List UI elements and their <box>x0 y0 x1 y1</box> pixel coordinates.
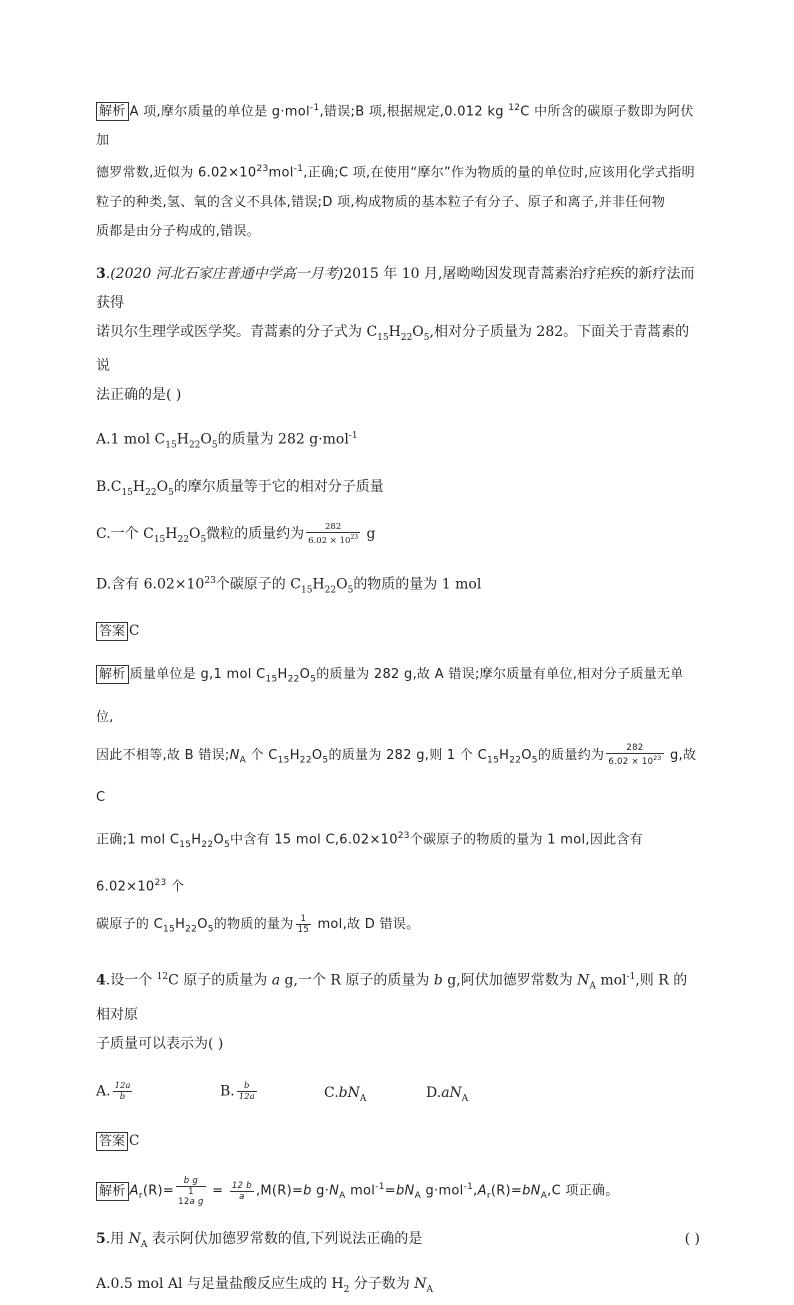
option-3d[interactable]: D.含有 $6.02\times 10^{23}$个碳原子的 $C_{15}H_{22}O_5$的物质的量为 1 mol <box>96 575 482 595</box>
fraction: b g 1 12a g <box>178 1175 204 1207</box>
question-number: 3 <box>96 265 106 282</box>
explanation-q4: 解析 $A_r(R)=$ b g 1 12a g = $\frac{12 b}{a}$ ,M(R)=b $g\cdot N_A$ $mol^{-1}=bN_A$ $g\cdot mol^{-1},A_r(R)=bN_A,C$ 项正确。 <box>96 1170 700 1213</box>
answer-tag: 答案 <box>96 622 128 641</box>
option-3a[interactable]: A.1 mol $C_{15}H_{22}O_5$的质量为 282 g·mol$^{-1}$ <box>96 431 358 451</box>
fraction: $\frac{1}{15}$ <box>297 914 310 936</box>
option-4b[interactable]: B. $\frac{b}{12a}$ <box>220 1081 255 1103</box>
option-4c[interactable]: $C.bN_A$ <box>324 1085 367 1105</box>
fraction: $\frac{282}{6.02 \times 10^{23}}$ <box>308 521 359 546</box>
answer-value: C <box>129 622 140 639</box>
question-4: 4.设一个 $^{12}$C 原子的质量为 a g,一个 R 原子的质量为 b g,阿伏加德罗常数为 $N_A$ mol$^{-1}$,则 R 的相对原 子质量可以表示为( ) <box>96 971 688 1053</box>
question-3: 3.(2020 河北石家庄普通中学高一月考)2015 年 10 月,屠呦呦因发现青蒿素治疗疟疾的新疗法而获得 诺贝尔生理学或医学奖。青蒿素的分子式为 $C_{15}H_{22}O_5$,相对分子质量为 282。下面关于青蒿素的说 法正确的是( ) <box>96 265 695 404</box>
fraction: $\frac{12 b}{a}$ <box>231 1180 252 1202</box>
explanation-tag: 解析 <box>96 665 129 684</box>
option-4d[interactable]: $D.aN_A$ <box>426 1085 469 1105</box>
fraction: $\frac{282}{6.02 \times 10^{23}}$ <box>608 743 662 767</box>
option-3b[interactable]: $B.C_{15}H_{22}O_5$的摩尔质量等于它的相对分子质量 <box>96 478 384 498</box>
question-number: 4 <box>96 972 106 989</box>
options-row-4 <box>96 1077 700 1107</box>
option-5a[interactable]: A.0.5 mol Al 与足量盐酸反应生成的 $H_2$ 分子数为 $N_A$ <box>96 1276 433 1295</box>
option-4a[interactable]: A. $\frac{12a}{b}$ <box>96 1081 131 1103</box>
explanation-tag: 解析 <box>96 1182 129 1201</box>
option-3c[interactable]: C.一个 $C_{15}H_{22}O_5$微粒的质量约为 $\frac{282}{6.02 \times 10^{23}}$ g <box>96 521 376 546</box>
question-number: 5 <box>96 1231 106 1248</box>
answer-4 <box>96 1127 700 1156</box>
explanation-q2: 解析 A 项,摩尔质量的单位是 g·mol$^{-1}$,错误;B 项,根据规定,0.012 kg $^{12}$C 中所含的碳原子数即为阿伏加 德罗常数,近似为 $6.02\times 10^{23}mol^{-1}$,正确;C 项,在使用“摩尔”作为物质的量的单位时,应该用化学式指明 粒子的种类,氢、氧的含义不具体,错误;D 项,构成物质的基本粒子有分子、原子和离子,并非任何物 质都是由分子构成的,错误。 <box>96 103 695 239</box>
document-page <box>96 94 700 1305</box>
question-source: .(2020 河北石家庄普通中学高一月考) <box>105 265 344 282</box>
question-5: 5.用 $N_A$ 表示阿伏加德罗常数的值,下列说法正确的是 ( ) <box>96 1225 700 1260</box>
answer-tag: 答案 <box>96 1132 128 1151</box>
answer-3 <box>96 617 700 646</box>
answer-value: C <box>129 1133 140 1150</box>
explanation-q3: 解析 质量单位是 g,1 mol $C_{15}H_{22}O_5$的质量为 282 g,故 A 错误;摩尔质量有单位,相对分子质量无单位, 因此不相等,故 B 错误$;N_A$ 个 $C_{15}H_{22}O_5$的质量为 282 g,则 1 个 $C_{15}H_{22}O_5$的质量约为 $\frac{282}{6.02 \times 10^{23}}$ g,故 C 正确;1 mol $C_{15}H_{22}O_5$中含有 15 mol $C,6.02\times 10^{23}$个碳原子的物质的量为 1 mol,因此含有 $6.02\times 10^{23}$ 个 碳原子的 $C_{15}H_{22}O_5$的物质的量为 $\frac{1}{15}$ mol,故 D 错误。 <box>96 666 697 936</box>
answer-blank: ( ) <box>684 1231 700 1248</box>
explanation-tag: 解析 <box>96 102 129 121</box>
